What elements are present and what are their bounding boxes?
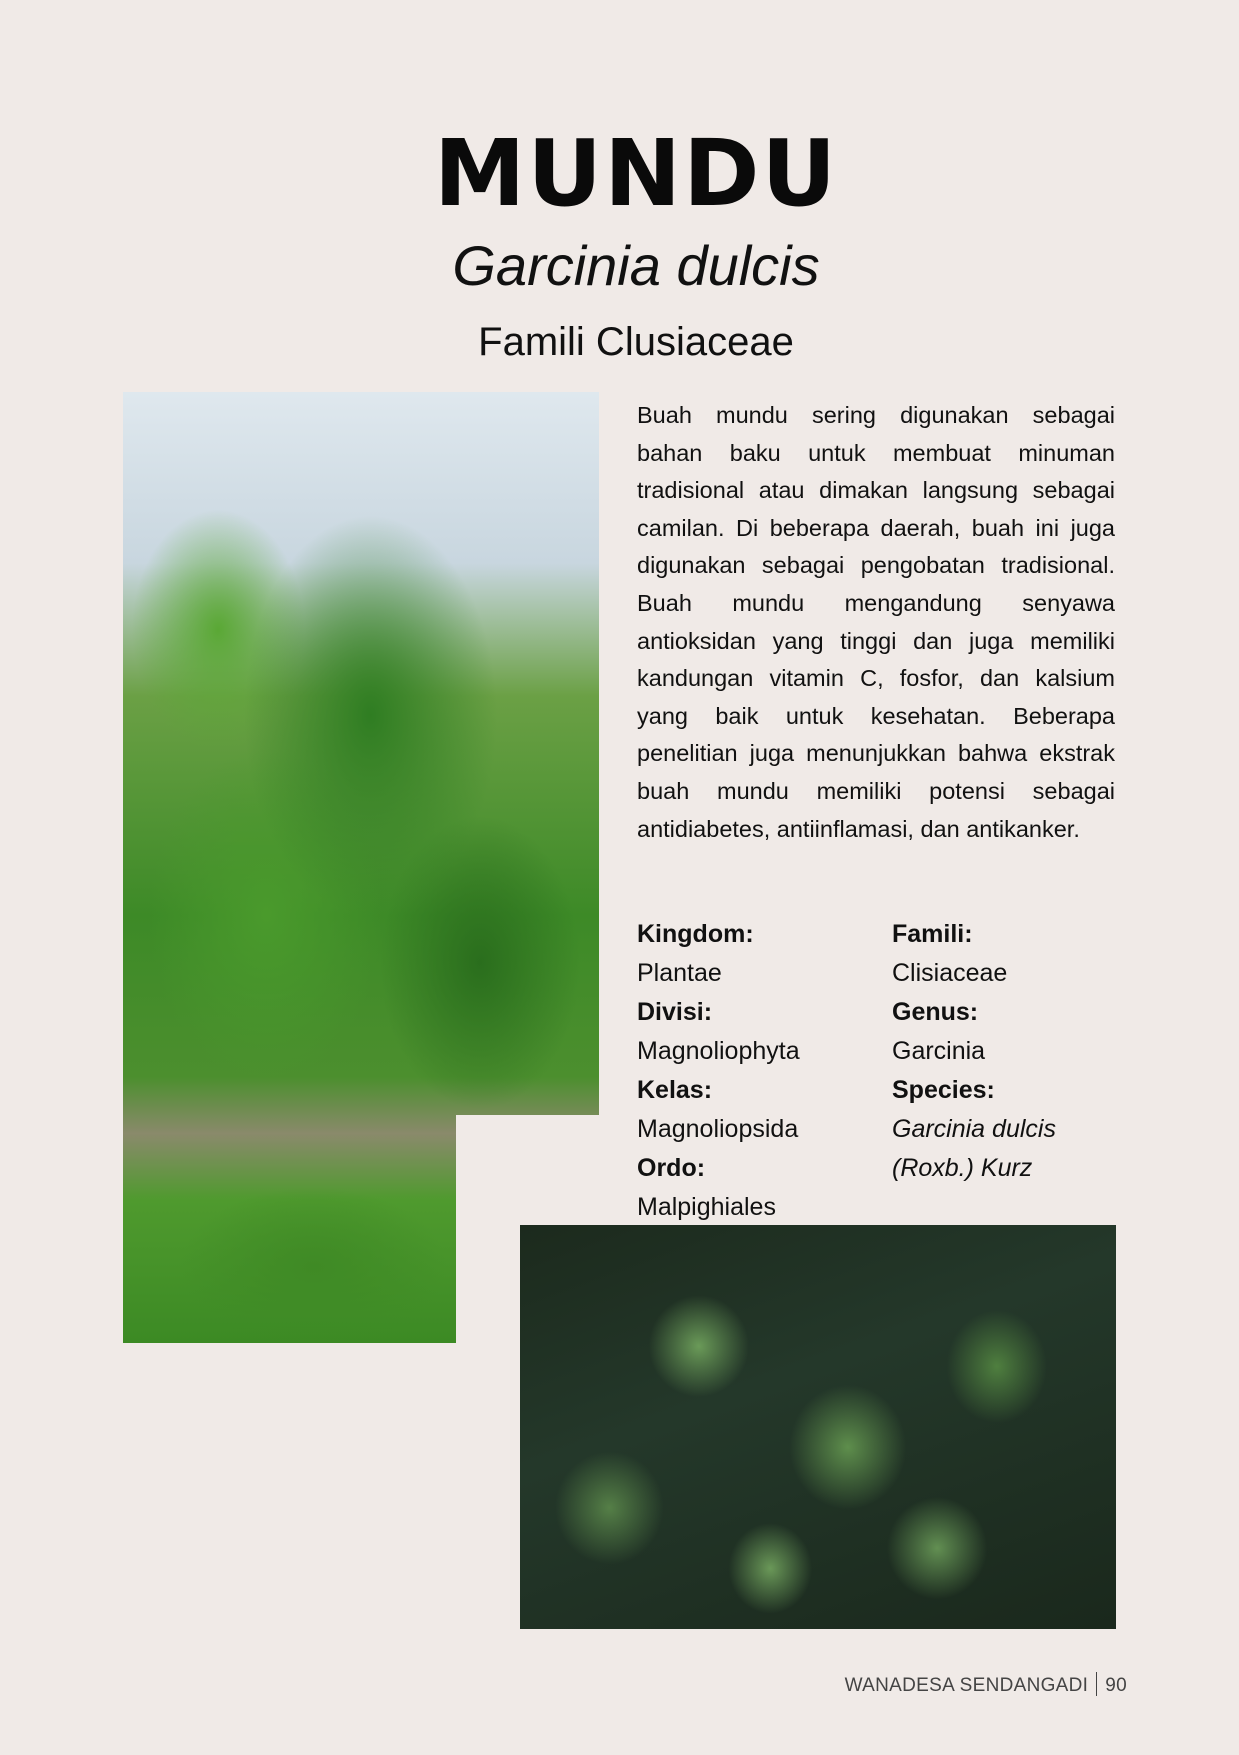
ordo-value: Malpighiales [637, 1193, 776, 1221]
kingdom-label: Kingdom: [637, 920, 754, 948]
family-subtitle: Famili Clusiaceae [478, 320, 794, 364]
divisi-value: Magnoliophyta [637, 1037, 800, 1065]
tree-photo [123, 392, 599, 1343]
divisi-label: Divisi: [637, 998, 713, 1026]
scientific-name: Garcinia dulcis [452, 234, 820, 297]
famili-value: Clisiaceae [892, 959, 1008, 987]
page-number: 90 [1105, 1675, 1127, 1696]
publication-name: WANADESA SENDANGADI [844, 1675, 1089, 1696]
page-footer [845, 1672, 1127, 1697]
kelas-value: Magnoliopsida [637, 1115, 799, 1143]
species-value-genus: Garcinia dulcis [892, 1115, 1056, 1143]
taxonomy-column-left [637, 915, 887, 1227]
kelas-label: Kelas: [637, 1076, 713, 1104]
footer-divider [1096, 1672, 1097, 1696]
species-label: Species: [892, 1076, 995, 1104]
leaves-photo [520, 1225, 1116, 1629]
genus-label: Genus: [892, 998, 979, 1026]
famili-label: Famili: [892, 920, 973, 948]
taxonomy-column-right [892, 915, 1132, 1188]
description-text: Buah mundu sering digunakan sebagai bahan baku untuk membuat minuman tradisional atau dimakan langsung sebagai camilan. Di beberapa daerah, buah ini juga digunakan sebagai pengobatan tradisional. Buah mundu mengandung senyawa antioksidan yang tinggi dan juga memiliki kandungan vitamin C, fosfor, dan kalsium yang baik untuk kesehatan. Beberapa penelitian juga menunjukkan bahwa ekstrak buah mundu memiliki potensi sebagai antidiabetes, antiinflamasi, dan antikanker. [637, 402, 1115, 842]
kingdom-value: Plantae [637, 959, 722, 987]
species-value-authority: (Roxb.) Kurz [892, 1154, 1033, 1182]
page-title: MUNDU [433, 120, 839, 227]
genus-value: Garcinia [892, 1037, 986, 1065]
ordo-label: Ordo: [637, 1154, 706, 1182]
